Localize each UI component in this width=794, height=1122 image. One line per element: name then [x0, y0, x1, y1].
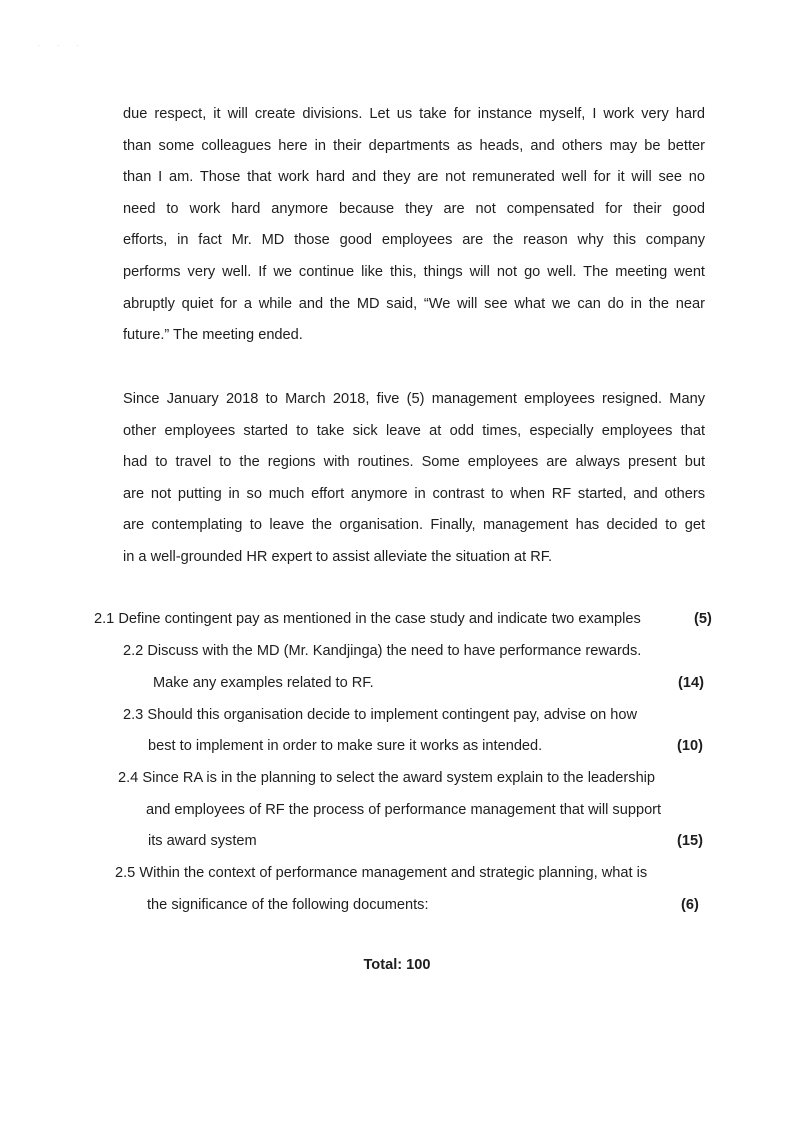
question-text: 2.2 Discuss with the MD (Mr. Kandjinga) the need to have performance rewards.: [123, 643, 642, 659]
text-line: Since January 2018 to March 2018, five (5) management employees resigned. Many: [123, 391, 705, 407]
scan-artifact-dots: . . .: [38, 42, 87, 48]
question-text: its award system: [148, 833, 257, 849]
text-line: than some colleagues here in their departments as heads, and others may be better: [123, 137, 705, 154]
case-study-paragraph-2: [123, 384, 705, 574]
case-study-paragraph-1: [123, 99, 705, 352]
question-text: the significance of the following documents:: [147, 897, 429, 913]
question-marks: (6): [681, 897, 699, 913]
text-line: due respect, it will create divisions. Let us take for instance myself, I work very hard: [123, 106, 705, 122]
text-line: had to travel to the regions with routines. Some employees are always present but: [123, 454, 705, 471]
text-line: efforts, in fact Mr. MD those good employees are the reason why this company: [123, 232, 705, 249]
question-marks: (10): [677, 738, 703, 754]
question-text: 2.4 Since RA is in the planning to select the award system explain to the leadership: [118, 770, 656, 786]
text-line: are contemplating to leave the organisation. Finally, management has decided to get: [123, 517, 705, 534]
text-line: other employees started to take sick leave at odd times, especially employees that: [123, 422, 705, 439]
question-marks: (15): [677, 833, 703, 849]
text-line: need to work hard anymore because they are not compensated for their good: [123, 200, 705, 217]
question-marks: (5): [694, 611, 712, 627]
text-line: abruptly quiet for a while and the MD said, “We will see what we can do in the near: [123, 295, 705, 312]
text-line: than I am. Those that work hard and they are not remunerated well for it will see no: [123, 169, 705, 186]
question-text: and employees of RF the process of performance management that will support: [146, 802, 662, 818]
question-text: 2.3 Should this organisation decide to implement contingent pay, advise on how: [123, 707, 638, 723]
question-text: Make any examples related to RF.: [153, 675, 374, 691]
question-text: 2.5 Within the context of performance management and strategic planning, what is: [115, 865, 648, 881]
text-line: performs very well. If we continue like this, things will not go well. The meeting went: [123, 263, 705, 280]
question-text: best to implement in order to make sure it works as intended.: [148, 738, 543, 754]
text-line: are not putting in so much effort anymore in contrast to when RF started, and others: [123, 485, 705, 502]
text-line: future.” The meeting ended.: [123, 327, 303, 344]
question-text: 2.1 Define contingent pay as mentioned in the case study and indicate two examples: [94, 611, 641, 627]
text-line: in a well-grounded HR expert to assist alleviate the situation at RF.: [123, 548, 553, 565]
total-marks: Total: 100: [363, 957, 431, 973]
question-marks: (14): [678, 675, 704, 691]
